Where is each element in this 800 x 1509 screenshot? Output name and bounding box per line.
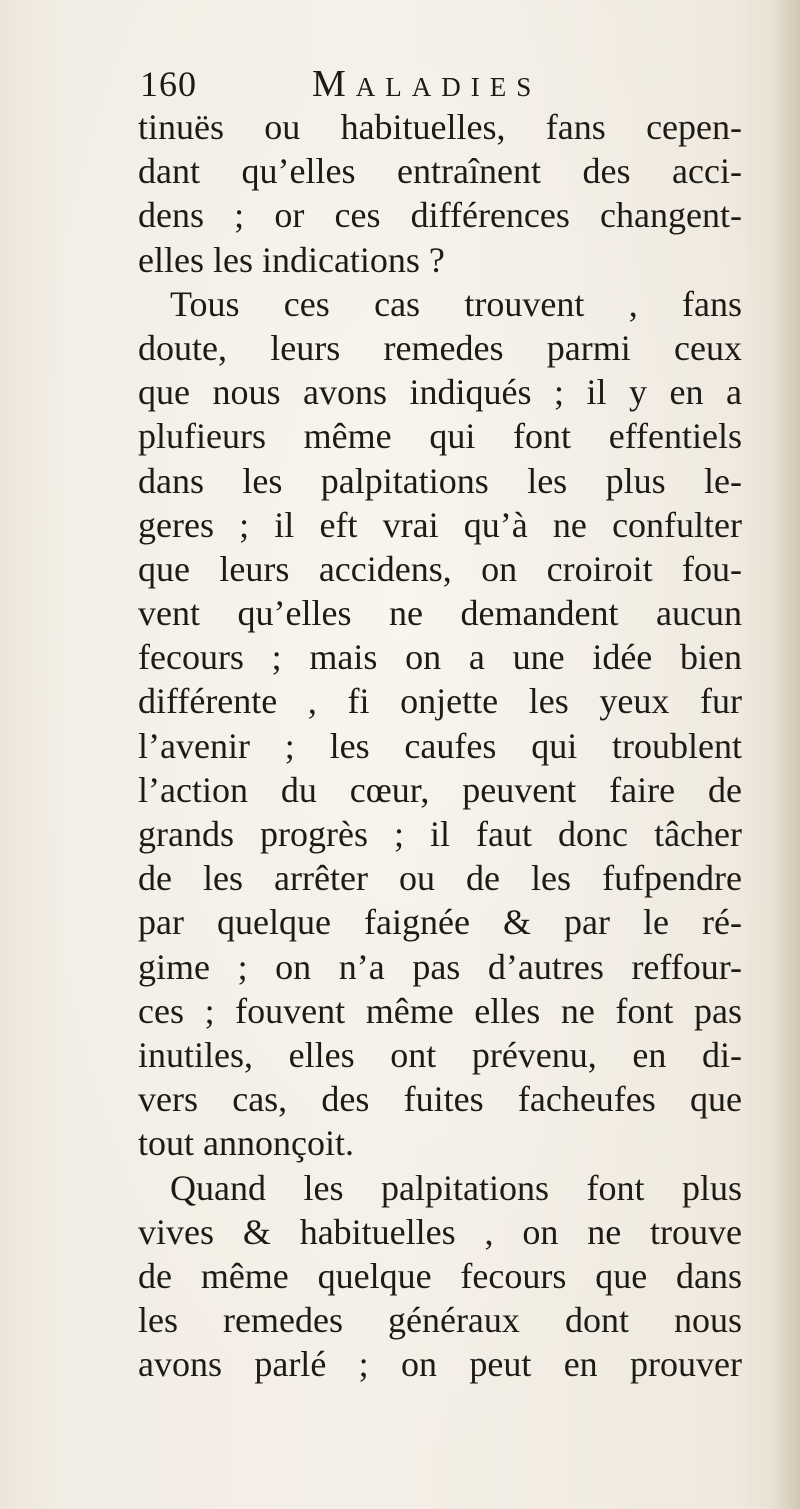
text-line: ces ; fouvent même elles ne font pas	[138, 990, 742, 1031]
text-line: fecours ; mais on a une idée bien	[138, 637, 742, 678]
text-line: doute, leurs remedes parmi ceux	[138, 327, 742, 368]
text-line: différente , fi onjette les yeux fur	[138, 681, 742, 722]
page-number: 160	[140, 64, 197, 104]
text-line: vent qu’elles ne demandent aucun	[138, 593, 742, 634]
text-line: de même quelque fecours que dans	[138, 1255, 742, 1296]
text-line: avons parlé ; on peut en prouver	[138, 1344, 742, 1385]
text-line: l’avenir ; les caufes qui troublent	[138, 725, 742, 766]
text-line: dant qu’elles entraînent des acci-	[138, 151, 742, 192]
text-line: vives & habituelles , on ne trouve	[138, 1211, 742, 1252]
text-line: plufieurs même qui font effentiels	[138, 416, 742, 457]
page-header	[140, 62, 740, 106]
text-line: inutiles, elles ont prévenu, en di-	[138, 1034, 742, 1075]
text-line: grands progrès ; il faut donc tâcher	[138, 814, 742, 854]
page-edge-shadow	[772, 0, 800, 1509]
text-line: dans les palpitations les plus le-	[138, 460, 742, 501]
body-text	[138, 105, 742, 1386]
text-line: de les arrêter ou de les fufpendre	[138, 858, 742, 899]
text-line: Tous ces cas trouvent , fans	[170, 283, 742, 324]
text-line: l’action du cœur, peuvent faire de	[138, 769, 742, 810]
text-line: elles les indications ?	[138, 239, 445, 280]
text-line: dens ; or ces différences changent-	[138, 195, 742, 236]
text-line: Quand les palpitations font plus	[170, 1167, 742, 1208]
text-line: les remedes généraux dont nous	[138, 1300, 742, 1341]
text-line: vers cas, des fuites facheufes que	[138, 1079, 742, 1120]
text-line: gime ; on n’a pas d’autres reffour-	[138, 946, 742, 987]
text-line: par quelque faignée & par le ré-	[138, 902, 742, 943]
text-line: geres ; il eft vrai qu’à ne confulter	[138, 504, 742, 545]
text-line: que nous avons indiqués ; il y en a	[138, 372, 742, 413]
text-line: que leurs accidens, on croiroit fou-	[138, 548, 742, 589]
text-line: tout annonçoit.	[138, 1123, 354, 1164]
text-line: tinuës ou habituelles, fans cepen-	[138, 107, 742, 147]
running-title: Maladies	[312, 63, 542, 105]
